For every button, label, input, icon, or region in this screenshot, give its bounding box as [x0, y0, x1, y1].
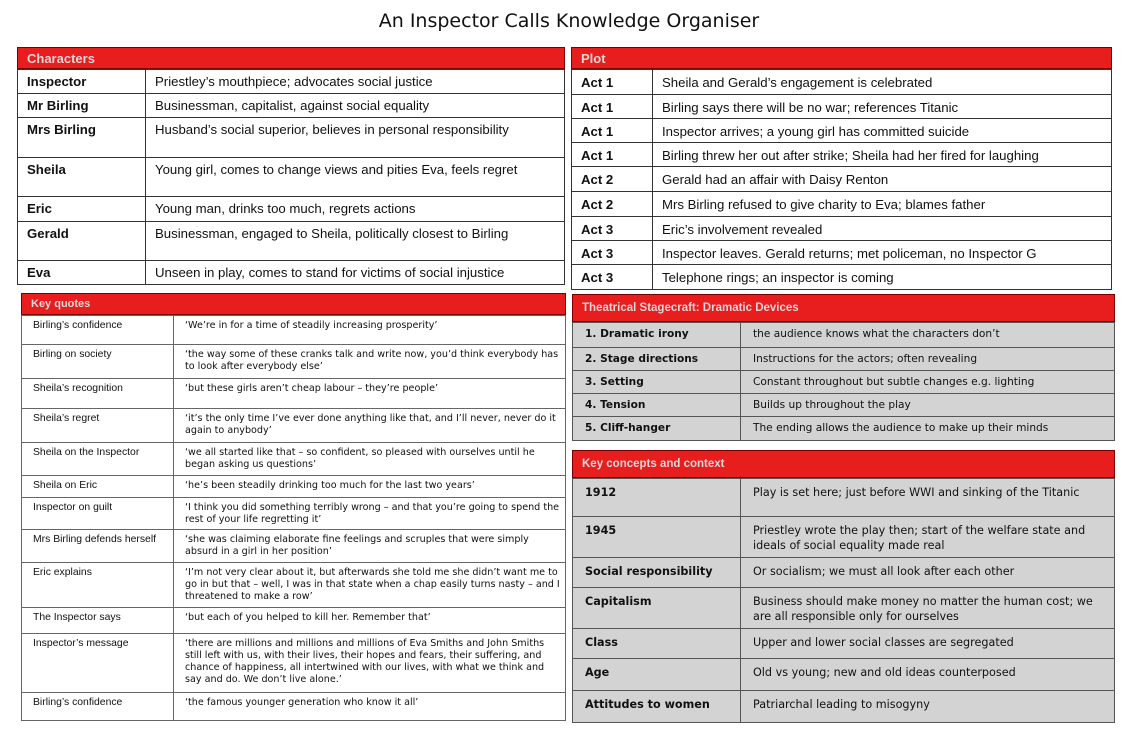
- plot-event: Inspector arrives; a young girl has committed suicide: [653, 119, 1112, 143]
- character-desc: Businessman, engaged to Sheila, politically closest to Birling: [146, 222, 565, 261]
- character-name: Mrs Birling: [18, 118, 146, 158]
- quote-text: ‘it’s the only time I’ve ever done anything like that, and I’ll never, never do it again to anybody’: [174, 409, 566, 443]
- quote-text: ‘We’re in for a time of steadily increasing prosperity’: [174, 316, 566, 345]
- plot-act: Act 1: [572, 70, 653, 95]
- plot-act: Act 3: [572, 241, 653, 265]
- quote-text: ‘she was claiming elaborate fine feelings and scruples that were simply absurd in a girl in her position’: [174, 530, 566, 563]
- key-quotes-table: [21, 315, 566, 721]
- character-name: Sheila: [18, 158, 146, 197]
- concept-desc: Upper and lower social classes are segregated: [741, 629, 1115, 659]
- quote-text: ‘he’s been steadily drinking too much for the last two years’: [174, 476, 566, 498]
- concept-desc: Or socialism; we must all look after each other: [741, 558, 1115, 588]
- character-name: Inspector: [18, 70, 146, 94]
- plot-event: Telephone rings; an inspector is coming: [653, 265, 1112, 290]
- quote-label: Sheila’s recognition: [22, 379, 174, 409]
- plot-event: Mrs Birling refused to give charity to Eva; blames father: [653, 192, 1112, 217]
- page-title: An Inspector Calls Knowledge Organiser: [378, 10, 760, 32]
- key-quotes-panel: [21, 293, 566, 721]
- quote-text: ‘the way some of these cranks talk and write now, you’d think everybody has to look after everybody else’: [174, 345, 566, 379]
- stagecraft-table: [572, 322, 1115, 441]
- plot-event: Sheila and Gerald’s engagement is celebrated: [653, 70, 1112, 95]
- character-name: Eva: [18, 261, 146, 285]
- device-desc: The ending allows the audience to make up their minds: [741, 417, 1115, 441]
- character-desc: Priestley’s mouthpiece; advocates social justice: [146, 70, 565, 94]
- characters-panel: [17, 47, 565, 285]
- concept-term: Capitalism: [573, 588, 741, 629]
- quote-text: ‘but each of you helped to kill her. Remember that’: [174, 608, 566, 634]
- device-desc: the audience knows what the characters don’t: [741, 323, 1115, 348]
- quote-label: Birling on society: [22, 345, 174, 379]
- stagecraft-panel: [572, 294, 1115, 441]
- quote-text: ‘but these girls aren’t cheap labour – they’re people’: [174, 379, 566, 409]
- character-desc: Businessman, capitalist, against social equality: [146, 94, 565, 118]
- concept-term: Class: [573, 629, 741, 659]
- device-desc: Constant throughout but subtle changes e.g. lighting: [741, 371, 1115, 394]
- concept-desc: Play is set here; just before WWI and sinking of the Titanic: [741, 479, 1115, 517]
- device-term: 5. Cliff-hanger: [573, 417, 741, 441]
- character-desc: Young girl, comes to change views and pities Eva, feels regret: [146, 158, 565, 197]
- character-name: Mr Birling: [18, 94, 146, 118]
- key-concepts-panel: [572, 450, 1115, 723]
- plot-act: Act 3: [572, 217, 653, 241]
- plot-panel: [571, 47, 1112, 290]
- concept-term: Age: [573, 659, 741, 691]
- character-desc: Unseen in play, comes to stand for victims of social injustice: [146, 261, 565, 285]
- character-name: Eric: [18, 197, 146, 222]
- quote-text: ‘the famous younger generation who know it all’: [174, 693, 566, 721]
- quote-text: ‘I think you did something terribly wrong – and that you’re going to spend the rest of your life regretting it’: [174, 498, 566, 530]
- plot-act: Act 3: [572, 265, 653, 290]
- concept-desc: Old vs young; new and old ideas counterposed: [741, 659, 1115, 691]
- device-term: 1. Dramatic irony: [573, 323, 741, 348]
- device-desc: Instructions for the actors; often revealing: [741, 348, 1115, 371]
- quote-label: Sheila on the Inspector: [22, 443, 174, 476]
- quote-label: Birling’s confidence: [22, 316, 174, 345]
- concept-term: Social responsibility: [573, 558, 741, 588]
- stagecraft-heading: Theatrical Stagecraft: Dramatic Devices: [572, 294, 1115, 322]
- character-desc: Husband’s social superior, believes in personal responsibility: [146, 118, 565, 158]
- concept-desc: Business should make money no matter the human cost; we are all responsible only for ourselves: [741, 588, 1115, 629]
- plot-event: Birling says there will be no war; references Titanic: [653, 95, 1112, 119]
- plot-act: Act 1: [572, 143, 653, 167]
- concept-desc: Patriarchal leading to misogyny: [741, 691, 1115, 723]
- quote-text: ‘we all started like that – so confident, so pleased with ourselves until he began asking us questions’: [174, 443, 566, 476]
- device-term: 3. Setting: [573, 371, 741, 394]
- concept-term: Attitudes to women: [573, 691, 741, 723]
- key-concepts-heading: Key concepts and context: [572, 450, 1115, 478]
- plot-table: [571, 69, 1112, 290]
- quote-label: Sheila on Eric: [22, 476, 174, 498]
- quote-label: Eric explains: [22, 563, 174, 608]
- plot-event: Inspector leaves. Gerald returns; met policeman, no Inspector G: [653, 241, 1112, 265]
- quote-label: Inspector on guilt: [22, 498, 174, 530]
- character-desc: Young man, drinks too much, regrets actions: [146, 197, 565, 222]
- characters-heading: Characters: [17, 47, 565, 69]
- plot-act: Act 1: [572, 95, 653, 119]
- concept-desc: Priestley wrote the play then; start of the welfare state and ideals of social equality made real: [741, 517, 1115, 558]
- character-name: Gerald: [18, 222, 146, 261]
- characters-table: [17, 69, 565, 285]
- device-term: 4. Tension: [573, 394, 741, 417]
- device-desc: Builds up throughout the play: [741, 394, 1115, 417]
- key-quotes-heading: Key quotes: [21, 293, 566, 315]
- concept-term: 1945: [573, 517, 741, 558]
- quote-label: The Inspector says: [22, 608, 174, 634]
- concept-term: 1912: [573, 479, 741, 517]
- plot-event: Gerald had an affair with Daisy Renton: [653, 167, 1112, 192]
- quote-label: Inspector’s message: [22, 634, 174, 693]
- device-term: 2. Stage directions: [573, 348, 741, 371]
- key-concepts-table: [572, 478, 1115, 723]
- plot-event: Eric’s involvement revealed: [653, 217, 1112, 241]
- quote-label: Birling’s confidence: [22, 693, 174, 721]
- quote-label: Sheila’s regret: [22, 409, 174, 443]
- plot-event: Birling threw her out after strike; Sheila had her fired for laughing: [653, 143, 1112, 167]
- quote-text: ‘I’m not very clear about it, but afterwards she told me she didn’t want me to go in but that – well, I was in that state when a chap easily turns nasty – and I threatened to make a row’: [174, 563, 566, 608]
- plot-act: Act 2: [572, 192, 653, 217]
- plot-act: Act 2: [572, 167, 653, 192]
- quote-text: ‘there are millions and millions and millions of Eva Smiths and John Smiths still left with us, with their lives, their hopes and fears, their suffering, and chance of happiness, all intertwined with our lives, with what we think and say and do. We don’t live alone.’: [174, 634, 566, 693]
- plot-act: Act 1: [572, 119, 653, 143]
- plot-heading: Plot: [571, 47, 1112, 69]
- quote-label: Mrs Birling defends herself: [22, 530, 174, 563]
